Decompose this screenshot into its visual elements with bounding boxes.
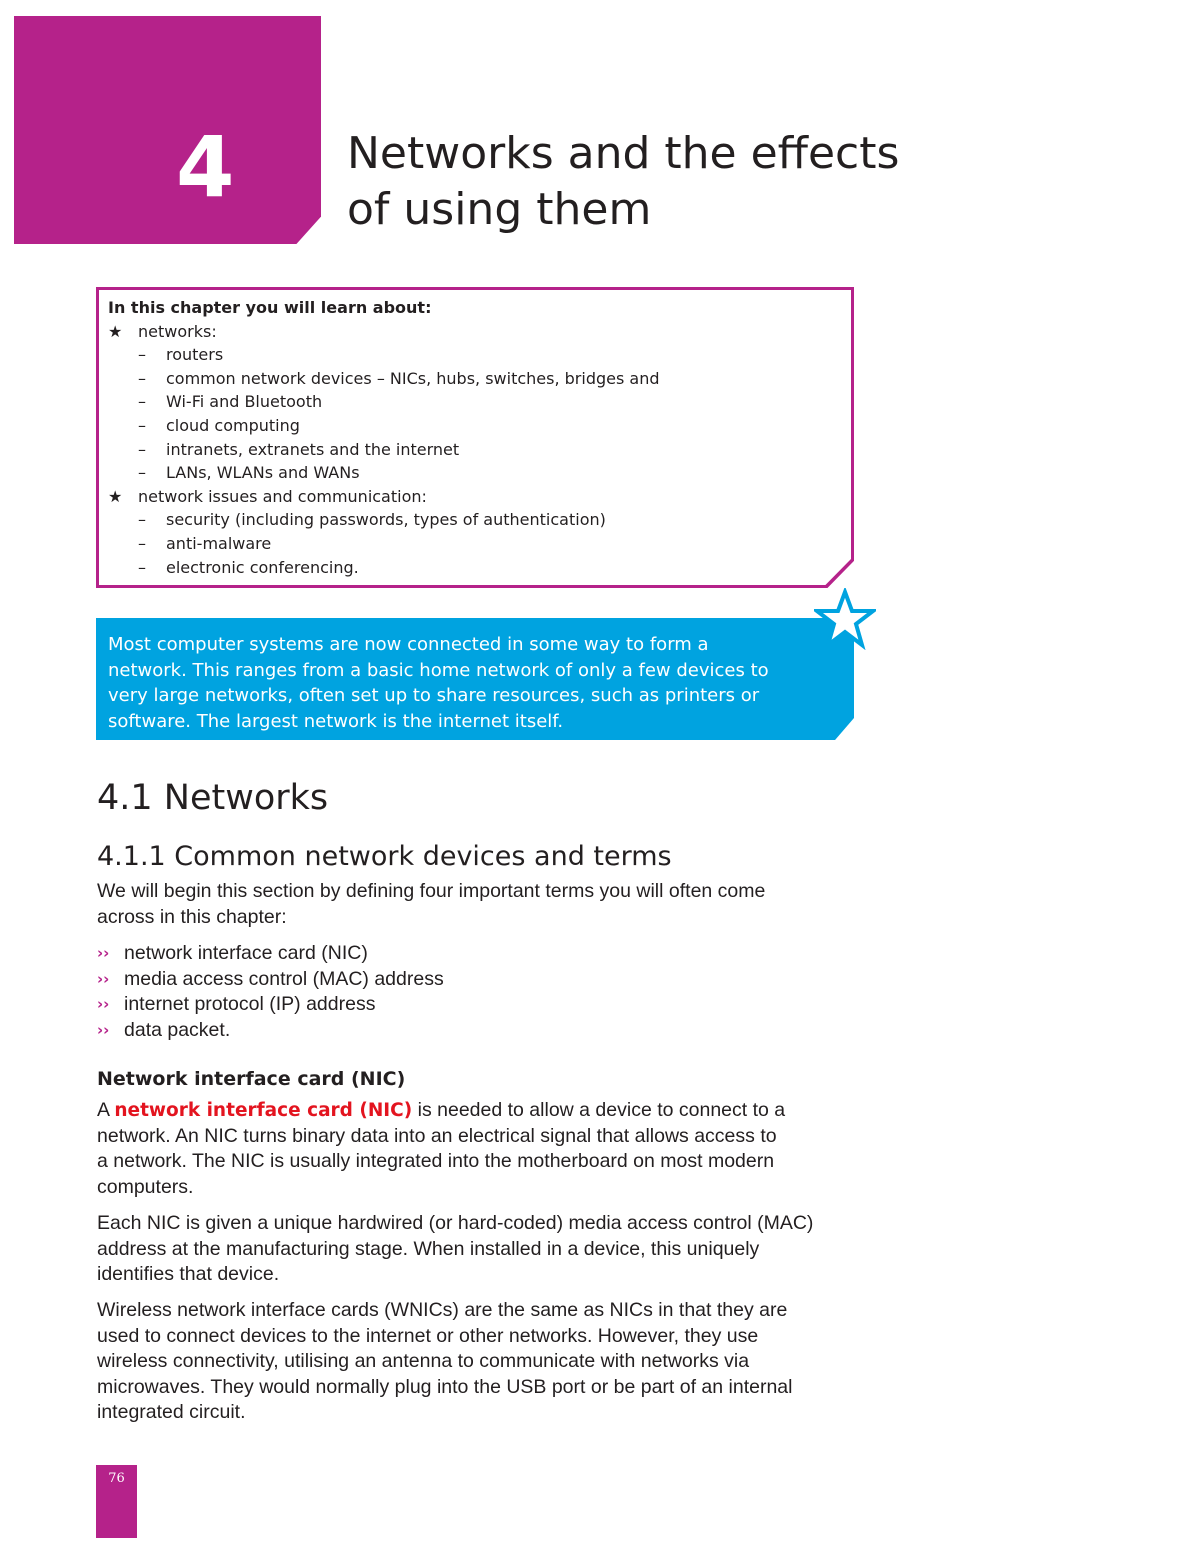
list-item-text: internet protocol (IP) address xyxy=(124,993,376,1015)
paragraph-line: used to connect devices to the internet or other networks. However, they use xyxy=(97,1324,759,1347)
intro-line: very large networks, often set up to share resources, such as printers or xyxy=(108,685,760,706)
paragraph-line xyxy=(97,1098,877,1124)
paragraph-line: microwaves. They would normally plug into the USB port or be part of an internal xyxy=(97,1375,793,1398)
objective-subitem xyxy=(108,532,848,556)
objective-text: routers xyxy=(166,345,224,365)
objective-text: Wi-Fi and Bluetooth xyxy=(166,392,323,412)
list-item xyxy=(97,941,857,967)
learning-objectives-list xyxy=(108,320,848,580)
dash-bullet: – xyxy=(138,557,146,577)
text-fragment: is needed to allow a device to connect to a xyxy=(412,1099,786,1121)
objective-subitem xyxy=(108,461,848,485)
key-term: network interface card (NIC) xyxy=(114,1100,413,1121)
objective-text: electronic conferencing. xyxy=(166,557,359,577)
paragraph-line: address at the manufacturing stage. When installed in a device, this uniquely xyxy=(97,1237,760,1260)
objective-subitem xyxy=(108,367,848,391)
objective-text: LANs, WLANs and WANs xyxy=(166,463,360,483)
objective-subitem xyxy=(108,556,848,580)
nic-paragraph-3 xyxy=(97,1298,877,1426)
objective-text: network issues and communication: xyxy=(138,486,427,506)
paragraph-line: We will begin this section by defining four important terms you will often come xyxy=(97,880,766,902)
nic-heading: Network interface card (NIC) xyxy=(97,1068,406,1090)
dash-bullet: – xyxy=(138,392,146,412)
paragraph-line: Each NIC is given a unique hardwired (or hard-coded) media access control (MAC) xyxy=(97,1212,814,1234)
dash-bullet: – xyxy=(138,463,146,483)
subsection-heading: 4.1.1 Common network devices and terms xyxy=(97,841,672,872)
objective-text: networks: xyxy=(138,321,217,341)
chapter-number-block xyxy=(14,16,321,244)
intro-text xyxy=(108,632,838,734)
chapter-title-line: of using them xyxy=(347,184,652,235)
nic-paragraph-1 xyxy=(97,1098,877,1200)
objective-text: anti-malware xyxy=(166,533,272,553)
star-icon xyxy=(814,588,876,650)
paragraph-line: across in this chapter: xyxy=(97,905,287,928)
paragraph-line: network. An NIC turns binary data into an electrical signal that allows access to xyxy=(97,1124,777,1147)
chevron-bullet-icon: ›› xyxy=(97,944,110,962)
paragraph-line: a network. The NIC is usually integrated into the motherboard on most modern xyxy=(97,1150,775,1172)
list-item xyxy=(97,967,857,993)
dash-bullet: – xyxy=(138,368,146,388)
page-number-tab xyxy=(96,1465,137,1538)
objective-subitem xyxy=(108,508,848,532)
chevron-bullet-icon: ›› xyxy=(97,969,110,988)
objective-subitem xyxy=(108,414,848,438)
star-bullet-icon: ★ xyxy=(108,321,123,341)
learning-objectives-content xyxy=(108,296,848,579)
chevron-bullet-icon: ›› xyxy=(97,1020,110,1039)
paragraph-line: Wireless network interface cards (WNICs) are the same as NICs in that they are xyxy=(97,1299,788,1321)
list-item-text: network interface card (NIC) xyxy=(124,942,368,964)
nic-paragraph-2 xyxy=(97,1211,877,1288)
terms-list xyxy=(97,941,857,1043)
star-bullet-icon: ★ xyxy=(108,486,123,506)
section-intro-paragraph xyxy=(97,879,877,930)
dash-bullet: – xyxy=(138,439,146,459)
paragraph-line: computers. xyxy=(97,1175,194,1198)
dash-bullet: – xyxy=(138,345,146,365)
objective-subitem xyxy=(108,343,848,367)
objective-item xyxy=(108,485,848,509)
chapter-title xyxy=(347,126,947,238)
list-item-text: data packet. xyxy=(124,1018,231,1041)
list-item xyxy=(97,1018,857,1044)
dash-bullet: – xyxy=(138,415,146,435)
dash-bullet: – xyxy=(138,510,146,530)
objective-subitem xyxy=(108,390,848,414)
intro-line: software. The largest network is the internet itself. xyxy=(108,710,564,732)
paragraph-line: integrated circuit. xyxy=(97,1401,246,1423)
dash-bullet: – xyxy=(138,533,146,553)
objective-subitem xyxy=(108,438,848,462)
list-item xyxy=(97,992,857,1018)
learning-objectives-heading: In this chapter you will learn about: xyxy=(108,298,432,317)
objective-text: security (including passwords, types of authentication) xyxy=(166,510,606,530)
objective-text: common network devices – NICs, hubs, switches, bridges and xyxy=(166,368,660,388)
page-number: 76 xyxy=(108,1471,125,1486)
chapter-number: 4 xyxy=(176,118,235,216)
chapter-title-line: Networks and the effects xyxy=(347,128,900,179)
paragraph-line: wireless connectivity, utilising an antenna to communicate with networks via xyxy=(97,1350,750,1372)
objective-item xyxy=(108,320,848,344)
chevron-bullet-icon: ›› xyxy=(97,995,110,1013)
intro-line: Most computer systems are now connected in some way to form a xyxy=(108,634,709,655)
objective-text: cloud computing xyxy=(166,415,300,435)
text-fragment: A xyxy=(97,1099,115,1121)
section-heading: 4.1 Networks xyxy=(97,778,329,818)
objective-text: intranets, extranets and the internet xyxy=(166,439,460,459)
list-item-text: media access control (MAC) address xyxy=(124,967,444,990)
paragraph-line: identifies that device. xyxy=(97,1263,280,1285)
intro-line: network. This ranges from a basic home network of only a few devices to xyxy=(108,659,769,681)
